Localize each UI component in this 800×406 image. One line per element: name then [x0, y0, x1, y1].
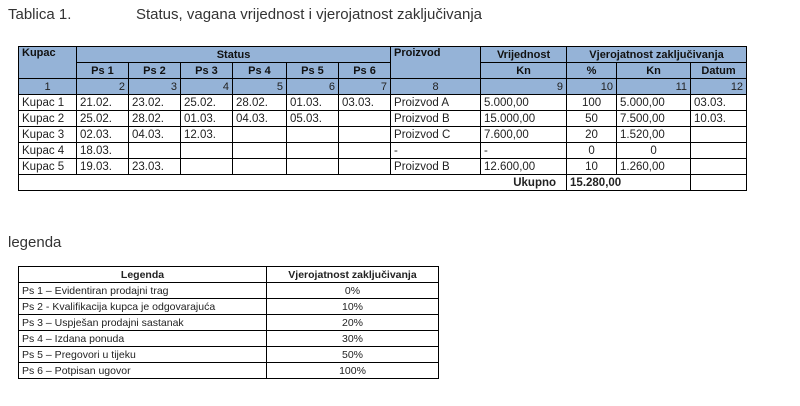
total-row [19, 175, 747, 191]
header-status: Status [77, 47, 391, 63]
cell-vrijednost: - [481, 143, 567, 159]
table-caption [8, 6, 482, 26]
legend-row [19, 363, 439, 379]
legend-header-vjerojatnost: Vjerojatnost zaključivanja [267, 267, 439, 283]
cell-ps2 [129, 143, 181, 159]
col-number: 10 [567, 79, 617, 95]
cell-datum [691, 127, 747, 143]
legend-row [19, 315, 439, 331]
cell-ps1: 18.03. [77, 143, 129, 159]
col-number: 3 [129, 79, 181, 95]
cell-percent: 50 [567, 111, 617, 127]
subheader-ps4: Ps 4 [233, 63, 287, 79]
subheader-ps3: Ps 3 [181, 63, 233, 79]
total-value: 15.280,00 [567, 175, 691, 191]
cell-kn: 5.000,00 [617, 95, 691, 111]
legend-row [19, 283, 439, 299]
legend-percent: 30% [267, 331, 439, 347]
cell-ps3 [181, 159, 233, 175]
cell-ps6 [339, 111, 391, 127]
legend-percent: 100% [267, 363, 439, 379]
cell-proizvod: Proizvod A [391, 95, 481, 111]
subheader-ps6: Ps 6 [339, 63, 391, 79]
cell-ps4 [233, 143, 287, 159]
legend-table-body [19, 283, 439, 379]
subheader-percent: % [567, 63, 617, 79]
cell-ps5: 01.03. [287, 95, 339, 111]
legend-percent: 0% [267, 283, 439, 299]
cell-kn: 7.500,00 [617, 111, 691, 127]
cell-ps5 [287, 143, 339, 159]
caption-label: Tablica 1. [8, 6, 72, 23]
cell-ps4 [233, 127, 287, 143]
cell-ps1: 02.03. [77, 127, 129, 143]
cell-kn: 1.520,00 [617, 127, 691, 143]
cell-vrijednost: 5.000,00 [481, 95, 567, 111]
col-number: 6 [287, 79, 339, 95]
cell-ps1: 21.02. [77, 95, 129, 111]
cell-datum: 03.03. [691, 95, 747, 111]
cell-datum: 10.03. [691, 111, 747, 127]
col-number: 7 [339, 79, 391, 95]
cell-kupac: Kupac 4 [19, 143, 77, 159]
total-label: Ukupno [19, 175, 567, 191]
cell-kn: 0 [617, 143, 691, 159]
cell-ps6 [339, 159, 391, 175]
cell-vrijednost: 15.000,00 [481, 111, 567, 127]
legend-percent: 20% [267, 315, 439, 331]
subheader-vrijednost-kn: Kn [481, 63, 567, 79]
column-number-row [19, 79, 747, 95]
legend-label: Ps 3 – Uspješan prodajni sastanak [19, 315, 267, 331]
cell-ps3 [181, 143, 233, 159]
cell-kupac: Kupac 5 [19, 159, 77, 175]
cell-ps2: 23.03. [129, 159, 181, 175]
col-number: 8 [391, 79, 481, 95]
caption-text: Status, vagana vrijednost i vjerojatnost zaključivanja [136, 6, 483, 23]
legend-row [19, 331, 439, 347]
cell-ps2: 23.02. [129, 95, 181, 111]
cell-ps6 [339, 143, 391, 159]
cell-percent: 20 [567, 127, 617, 143]
cell-datum [691, 159, 747, 175]
col-number: 9 [481, 79, 567, 95]
cell-ps4 [233, 159, 287, 175]
cell-vrijednost: 12.600,00 [481, 159, 567, 175]
cell-vrijednost: 7.600,00 [481, 127, 567, 143]
cell-percent: 10 [567, 159, 617, 175]
subheader-kn: Kn [617, 63, 691, 79]
cell-ps3: 25.02. [181, 95, 233, 111]
cell-kupac: Kupac 3 [19, 127, 77, 143]
col-number: 11 [617, 79, 691, 95]
col-number: 1 [19, 79, 77, 95]
header-row-2 [19, 63, 747, 79]
subheader-datum: Datum [691, 63, 747, 79]
cell-ps3: 12.03. [181, 127, 233, 143]
cell-ps2: 28.02. [129, 111, 181, 127]
legend-heading: legenda [8, 234, 62, 251]
cell-proizvod: Proizvod B [391, 111, 481, 127]
cell-ps2: 04.03. [129, 127, 181, 143]
subheader-ps2: Ps 2 [129, 63, 181, 79]
cell-proizvod: Proizvod C [391, 127, 481, 143]
cell-proizvod: Proizvod B [391, 159, 481, 175]
cell-kupac: Kupac 1 [19, 95, 77, 111]
cell-ps4: 04.03. [233, 111, 287, 127]
cell-ps6: 03.03. [339, 95, 391, 111]
header-row-1 [19, 47, 747, 63]
col-number: 12 [691, 79, 747, 95]
cell-ps1: 19.03. [77, 159, 129, 175]
legend-label: Ps 4 – Izdana ponuda [19, 331, 267, 347]
cell-kn: 1.260,00 [617, 159, 691, 175]
cell-ps5: 05.03. [287, 111, 339, 127]
header-kupac: Kupac [19, 47, 77, 79]
cell-kupac: Kupac 2 [19, 111, 77, 127]
table-row [19, 159, 747, 175]
cell-ps5 [287, 127, 339, 143]
cell-ps1: 25.02. [77, 111, 129, 127]
subheader-ps5: Ps 5 [287, 63, 339, 79]
legend-header-row [19, 267, 439, 283]
cell-percent: 100 [567, 95, 617, 111]
cell-ps5 [287, 159, 339, 175]
legend-label: Ps 1 – Evidentiran prodajni trag [19, 283, 267, 299]
header-vjerojatnost: Vjerojatnost zaključivanja [567, 47, 747, 63]
legend-percent: 10% [267, 299, 439, 315]
legend-row [19, 347, 439, 363]
cell-ps4: 28.02. [233, 95, 287, 111]
legend-label: Ps 6 – Potpisan ugovor [19, 363, 267, 379]
header-vrijednost: Vrijednost [481, 47, 567, 63]
table-row [19, 127, 747, 143]
legend-row [19, 299, 439, 315]
total-empty-cell [691, 175, 747, 191]
header-proizvod: Proizvod [391, 47, 481, 79]
status-table-body [19, 95, 747, 175]
cell-percent: 0 [567, 143, 617, 159]
legend-header-legenda: Legenda [19, 267, 267, 283]
cell-proizvod: - [391, 143, 481, 159]
cell-datum [691, 143, 747, 159]
table-row [19, 111, 747, 127]
legend-label: Ps 5 – Pregovori u tijeku [19, 347, 267, 363]
subheader-ps1: Ps 1 [77, 63, 129, 79]
col-number: 4 [181, 79, 233, 95]
cell-ps6 [339, 127, 391, 143]
table-row [19, 143, 747, 159]
table-row [19, 95, 747, 111]
status-table [18, 46, 747, 191]
legend-percent: 50% [267, 347, 439, 363]
col-number: 2 [77, 79, 129, 95]
legend-table [18, 266, 439, 379]
cell-ps3: 01.03. [181, 111, 233, 127]
col-number: 5 [233, 79, 287, 95]
legend-label: Ps 2 - Kvalifikacija kupca je odgovarajuća [19, 299, 267, 315]
